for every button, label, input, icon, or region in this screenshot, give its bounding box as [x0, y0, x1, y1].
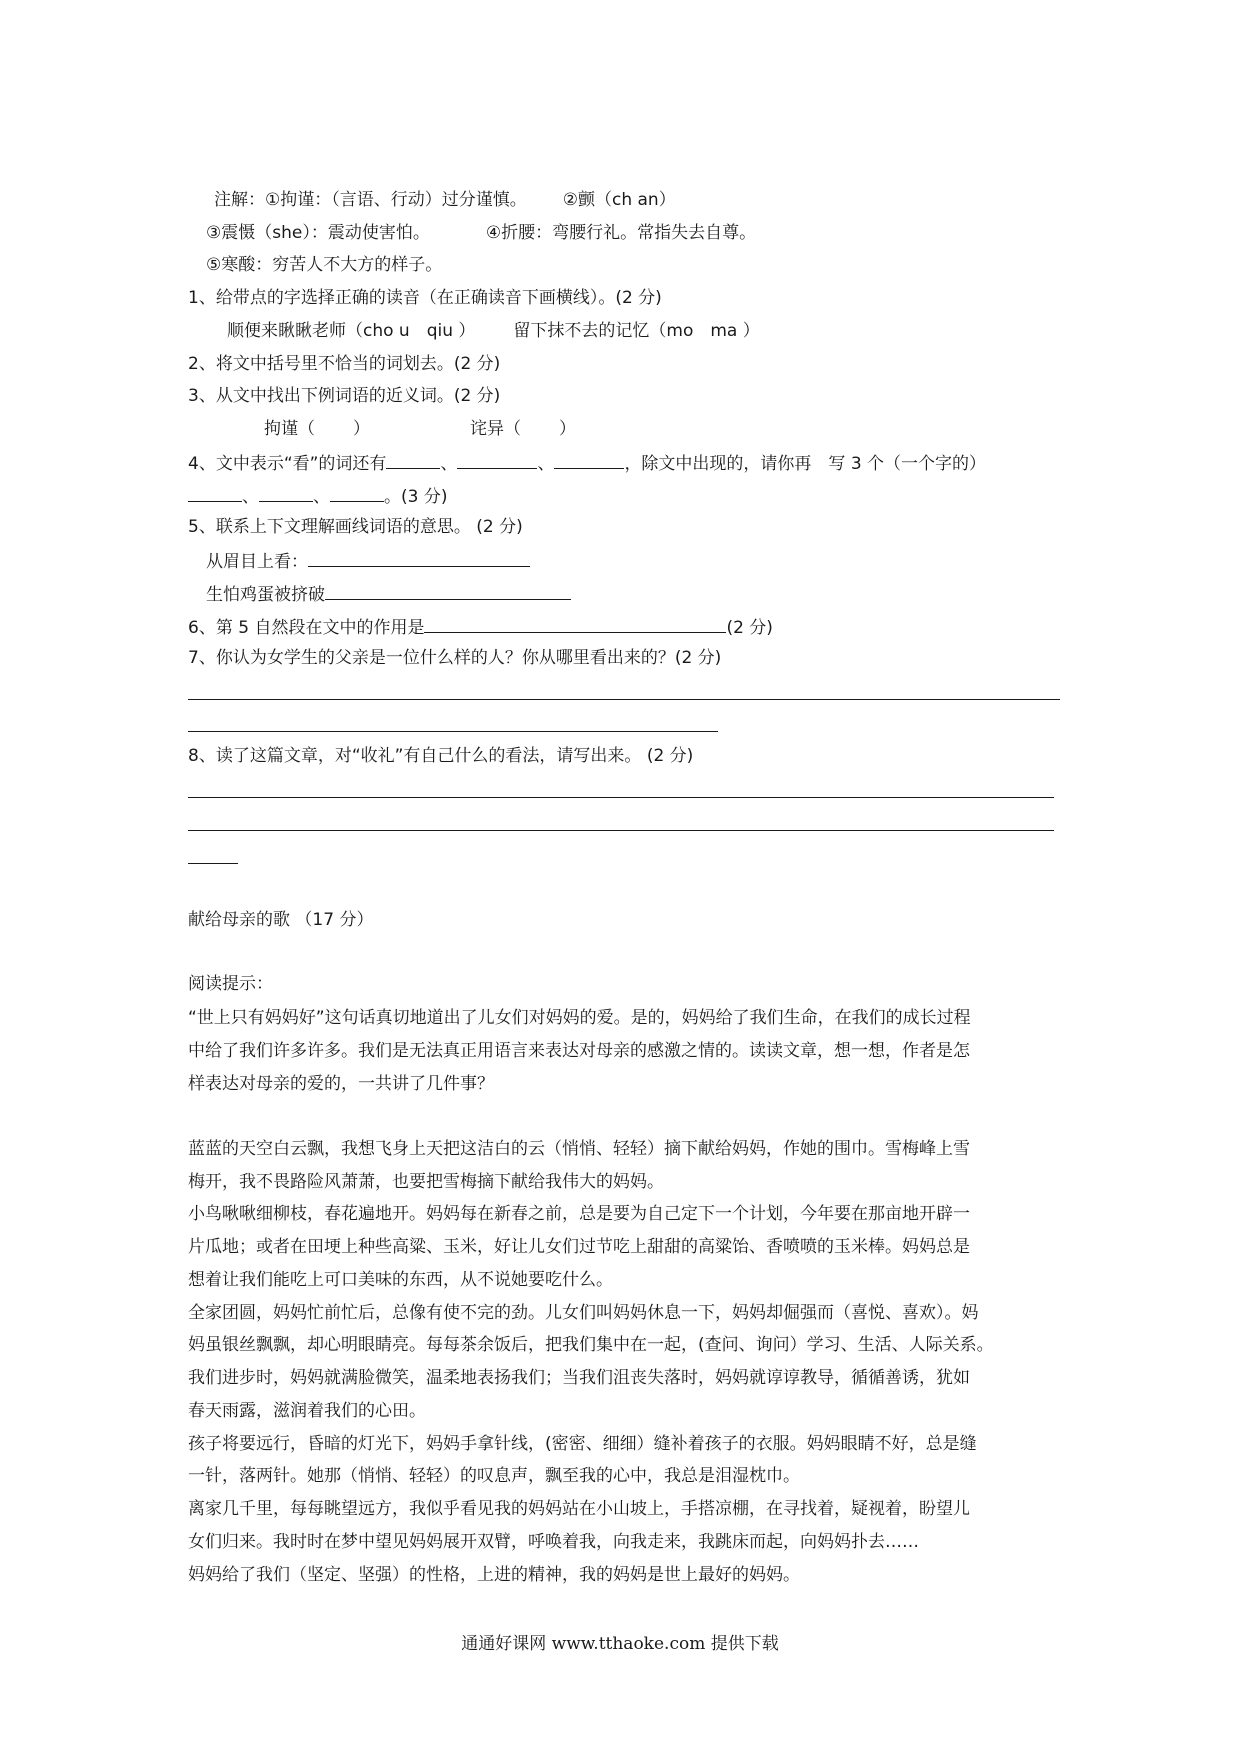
answer-blank[interactable]: [424, 614, 726, 633]
answer-blank[interactable]: [330, 483, 384, 502]
passage-line: 蓝蓝的天空白云飘，我想飞身上天把这洁白的云（悄悄、轻轻）摘下献给妈妈，作她的围巾。雪梅峰上雪: [188, 1139, 970, 1159]
separator: 、: [313, 487, 330, 507]
note-1: 注解：①拘谨：（言语、行动）过分谨慎。: [214, 190, 527, 210]
passage-line: 女们归来。我时时在梦中望见妈妈展开双臂，呼唤着我，向我走来，我跳床而起，向妈妈扑去……: [188, 1532, 919, 1552]
answer-line[interactable]: [188, 699, 1060, 700]
passage-line: 小鸟啾啾细柳枝，春花遍地开。妈妈每在新春之前，总是要为自己定下一个计划，今年要在那亩地开辟一: [188, 1204, 970, 1224]
question-4-text-mid: ，除文中出现的，请你再 写 3 个（一个字的）: [624, 454, 987, 474]
reading-hint-line: 样表达对母亲的爱的，一共讲了几件事？: [188, 1074, 494, 1094]
note-line-1: [214, 188, 676, 212]
note-3: ③震慑（she）：震动使害怕。: [206, 223, 430, 243]
answer-blank[interactable]: [554, 450, 624, 469]
question-5-item-a-label: 从眉目上看：: [206, 552, 308, 572]
passage-line: 片瓜地；或者在田埂上种些高粱、玉米，好让儿女们过节吃上甜甜的高粱饴、香喷喷的玉米棒。妈妈总是: [188, 1237, 970, 1257]
question-6: [188, 614, 773, 638]
question-3-item-b: 诧异（: [470, 419, 521, 439]
question-4-cont: [188, 483, 447, 507]
question-3-item-b-close: ）: [559, 419, 576, 439]
question-4-score: 。(3 分): [384, 487, 448, 507]
question-8: 8、读了这篇文章，对“收礼”有自己什么的看法，请写出来。 (2 分): [188, 746, 694, 766]
question-5-item-b: [206, 581, 571, 605]
answer-line[interactable]: [188, 731, 718, 732]
reading-hint-label: 阅读提示：: [188, 974, 273, 994]
question-1: 1、给带点的字选择正确的读音（在正确读音下画横线）。(2 分): [188, 288, 662, 308]
question-5-item-b-label: 生怕鸡蛋被挤破: [206, 585, 325, 605]
answer-blank[interactable]: [259, 483, 313, 502]
question-3-item-a: 拘谨（: [264, 419, 315, 439]
answer-blank[interactable]: [308, 548, 530, 567]
separator: 、: [440, 454, 458, 474]
passage-line: 全家团圆，妈妈忙前忙后，总像有使不完的劲。儿女们叫妈妈休息一下，妈妈却倔强而（喜悦、喜欢）。妈: [188, 1303, 979, 1323]
passage-line: 我们进步时，妈妈就满脸微笑，温柔地表扬我们；当我们沮丧失落时，妈妈就谆谆教导，循循善诱，犹如: [188, 1368, 970, 1388]
question-2: 2、将文中括号里不恰当的词划去。(2 分): [188, 354, 501, 374]
reading-hint-line: “世上只有妈妈好”这句话真切地道出了儿女们对妈妈的爱。是的，妈妈给了我们生命，在我们的成长过程: [188, 1008, 971, 1028]
passage-line: 春天雨露，滋润着我们的心田。: [188, 1401, 426, 1421]
answer-blank[interactable]: [386, 450, 440, 469]
note-line-2: [206, 221, 756, 245]
separator: 、: [242, 487, 259, 507]
answer-line[interactable]: [188, 830, 1054, 831]
reading-hint-line: 中给了我们许多许多。我们是无法真正用语言来表达对母亲的感激之情的。读读文章，想一想，作者是怎: [188, 1041, 970, 1061]
answer-blank[interactable]: [457, 450, 537, 469]
question-5: 5、联系上下文理解画线词语的意思。 (2 分): [188, 517, 523, 537]
question-1-option-a: 顺便来瞅瞅老师（cho u qiu ）: [227, 321, 476, 341]
separator: 、: [537, 454, 555, 474]
note-2: ②颤（ch an）: [562, 190, 676, 210]
answer-blank[interactable]: [188, 483, 242, 502]
answer-blank[interactable]: [325, 581, 571, 600]
question-5-item-a: [206, 548, 530, 572]
question-1-options: [227, 319, 760, 343]
question-1-option-b: 留下抹不去的记忆（mo ma ）: [513, 321, 760, 341]
passage-line: 想着让我们能吃上可口美味的东西，从不说她要吃什么。: [188, 1270, 613, 1290]
question-6-score: (2 分): [726, 618, 773, 638]
passage-line: 离家几千里，每每眺望远方，我似乎看见我的妈妈站在小山坡上，手搭凉棚，在寻找着，疑视着，盼望儿: [188, 1499, 970, 1519]
page-footer: 通通好课网 www.tthaoke.com 提供下载: [461, 1634, 779, 1654]
passage-line: 妈妈给了我们（坚定、坚强）的性格，上进的精神，我的妈妈是世上最好的妈妈。: [188, 1565, 800, 1585]
question-3-items: [264, 417, 576, 441]
question-3-item-a-close: ）: [353, 419, 370, 439]
note-5: ⑤寒酸：穷苦人不大方的样子。: [206, 255, 443, 275]
passage-line: 梅开，我不畏路险风萧萧，也要把雪梅摘下献给我伟大的妈妈。: [188, 1172, 664, 1192]
question-4-text: 4、文中表示“看”的词还有: [188, 454, 387, 474]
question-6-text: 6、第 5 自然段在文中的作用是: [188, 618, 425, 638]
section-title: 献给母亲的歌 （17 分）: [188, 910, 374, 930]
answer-line[interactable]: [188, 863, 238, 864]
passage-line: 一针，落两针。她那（悄悄、轻轻）的叹息声，飘至我的心中，我总是泪湿枕巾。: [188, 1466, 800, 1486]
passage-line: 妈虽银丝飘飘，却心明眼睛亮。每每茶余饭后，把我们集中在一起，(查问、询问）学习、生活、人际关系。: [188, 1335, 994, 1355]
question-7: 7、你认为女学生的父亲是一位什么样的人？你从哪里看出来的？(2 分): [188, 648, 722, 668]
note-4: ④折腰：弯腰行礼。常指失去自尊。: [485, 223, 757, 243]
question-4: [188, 450, 986, 474]
answer-line[interactable]: [188, 797, 1054, 798]
question-3: 3、从文中找出下例词语的近义词。(2 分): [188, 386, 501, 406]
passage-line: 孩子将要远行，昏暗的灯光下，妈妈手拿针线，(密密、细细）缝补着孩子的衣服。妈妈眼睛不好，总是缝: [188, 1434, 977, 1454]
